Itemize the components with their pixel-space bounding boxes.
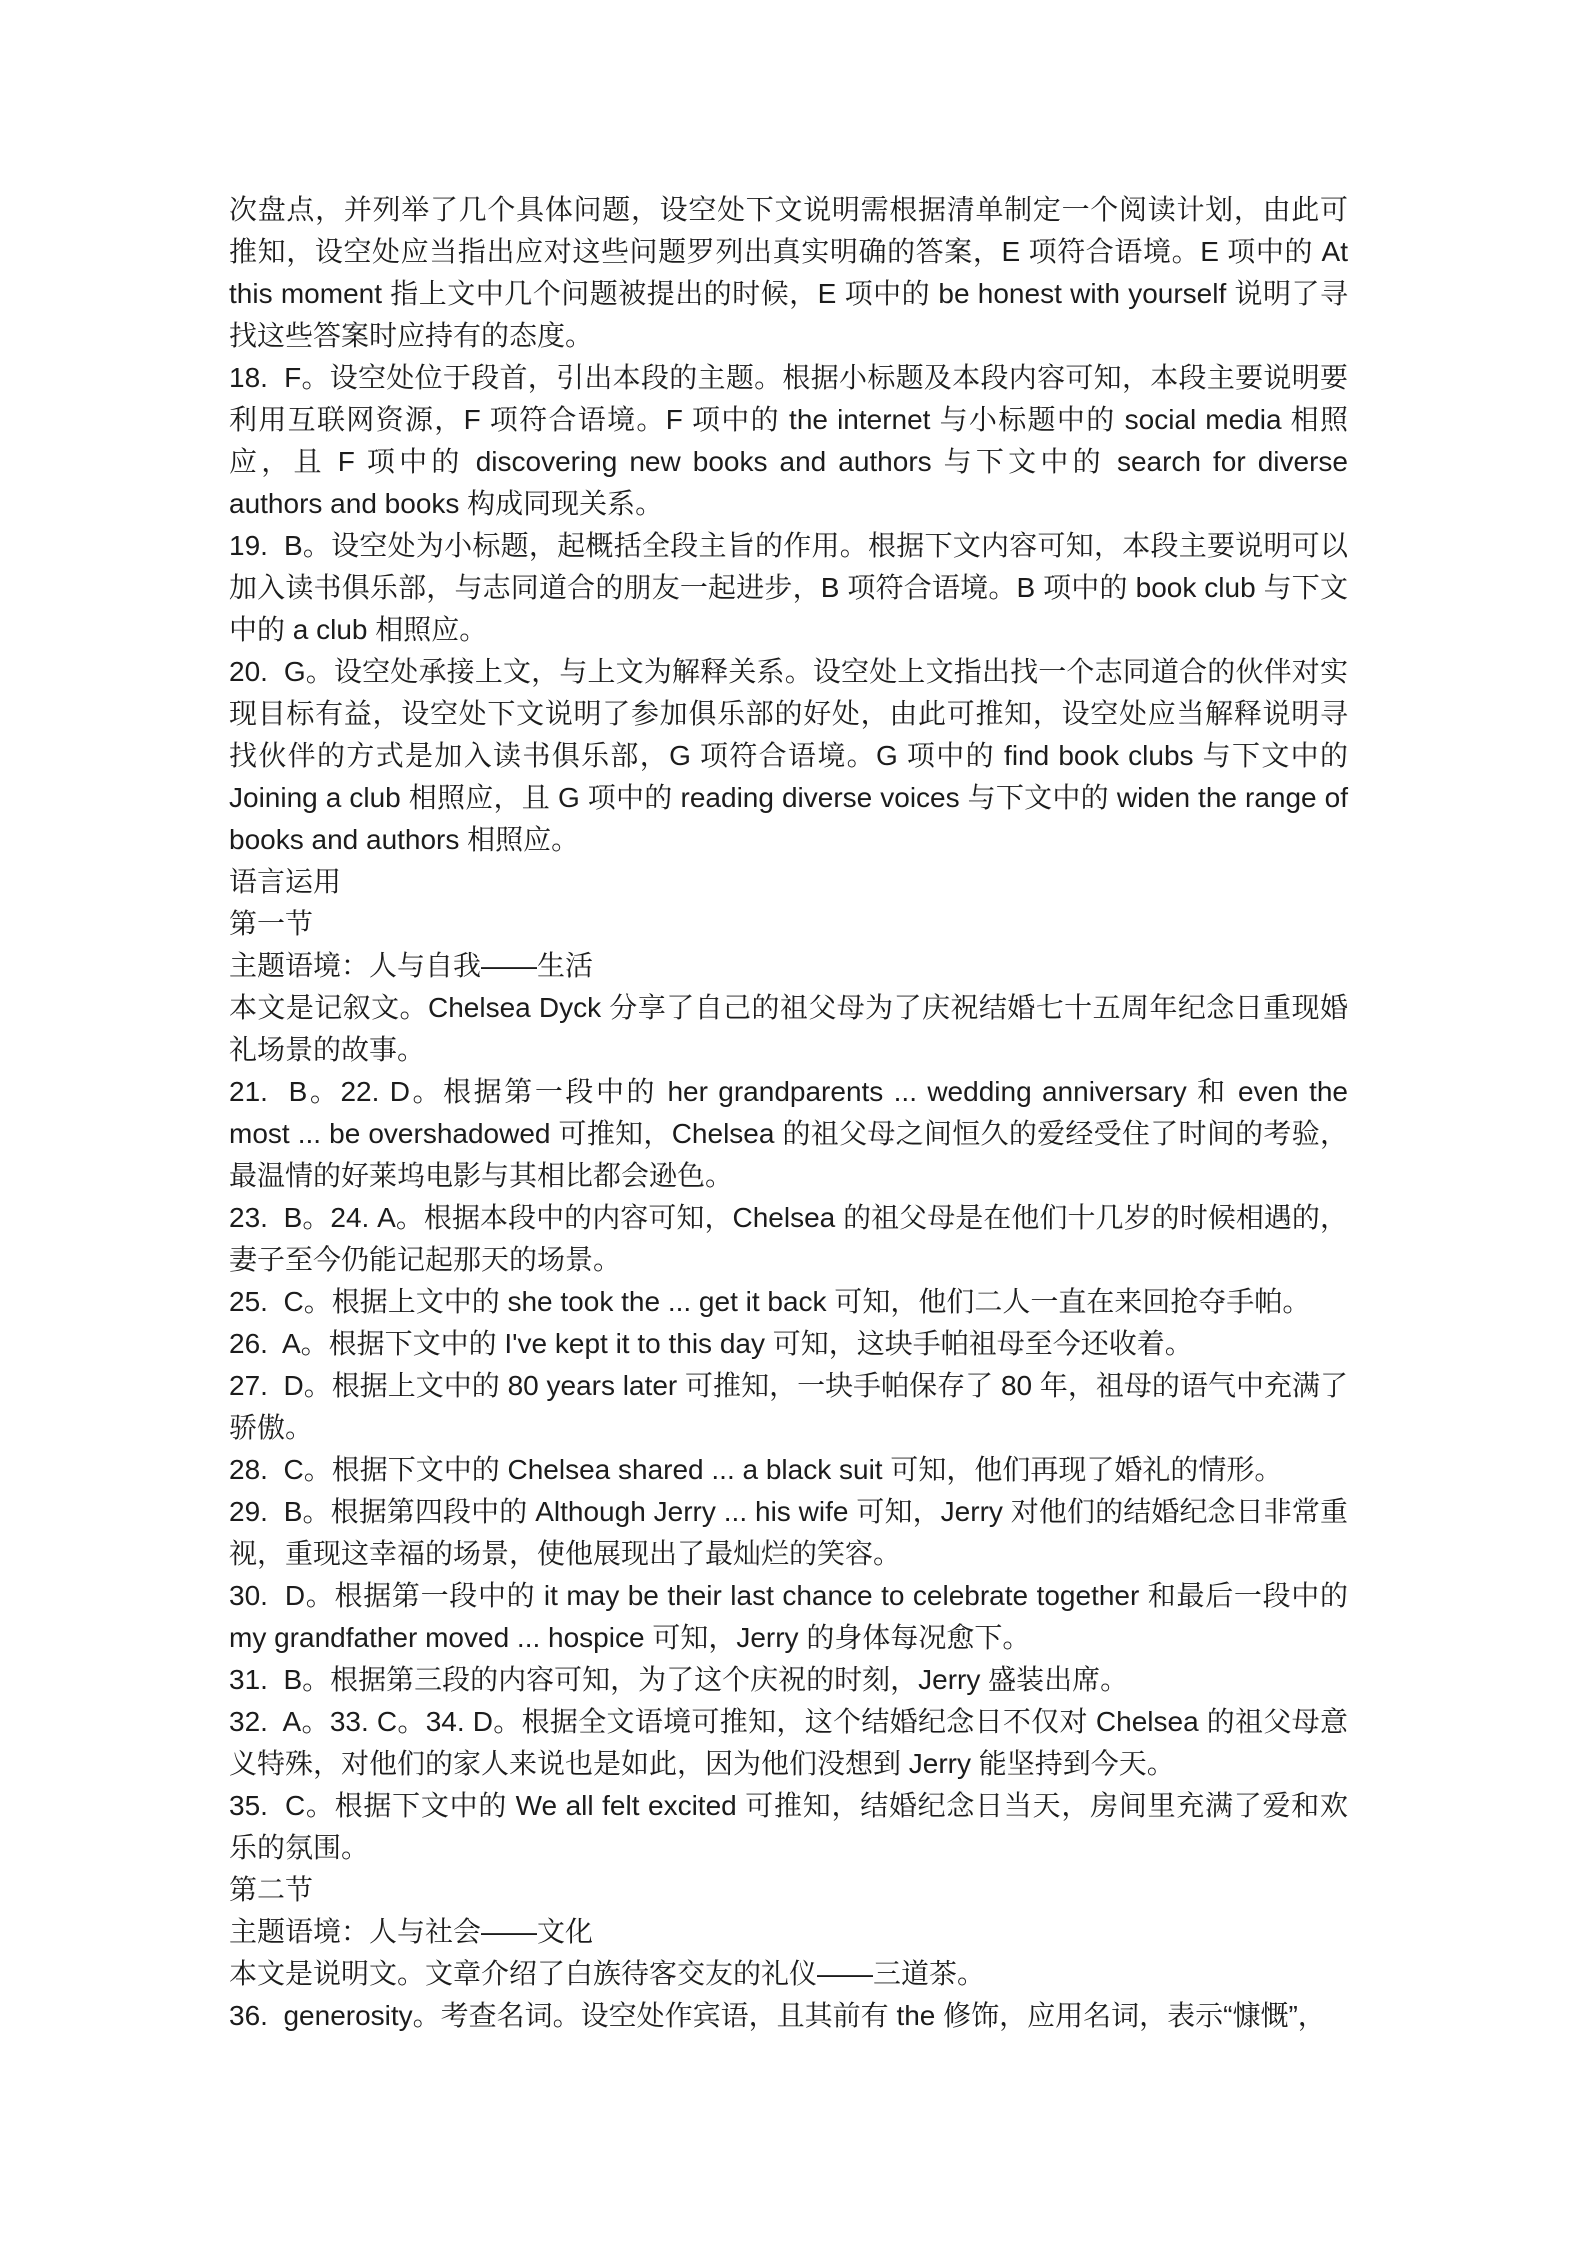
answer-item-19: 19. B。设空处为小标题，起概括全段主旨的作用。根据下文内容可知，本段主要说明可以加入读书俱乐部，与志同道合的朋友一起进步，B 项符合语境。B 项中的 book club 与下文中的 a club 相照应。 xyxy=(229,530,1348,645)
subsection-title-part2: 第二节 xyxy=(229,1874,314,1905)
subsection-title-part1: 第一节 xyxy=(229,908,314,939)
answer-item-36: 36. generosity。考查名词。设空处作宾语，且其前有 the 修饰，应用名词，表示“慷慨”， xyxy=(229,2000,1326,2031)
answer-item-20: 20. G。设空处承接上文，与上文为解释关系。设空处上文指出找一个志同道合的伙伴对实现目标有益，设空处下文说明了参加俱乐部的好处，由此可推知，设空处应当解释说明寻找伙伴的方式是加入读书俱乐部，G 项符合语境。G 项中的 find book clubs 与下文中的 Joining a club 相照应，且 G 项中的 reading diverse voices 与下文中的 widen the range of books and authors 相照应。 xyxy=(229,656,1348,855)
answer-item-27: 27. D。根据上文中的 80 years later 可推知，一块手帕保存了 80 年，祖母的语气中充满了骄傲。 xyxy=(229,1370,1348,1443)
answer-item-23-24: 23. B。24. A。根据本段中的内容可知，Chelsea 的祖父母是在他们十几岁的时候相遇的，妻子至今仍能记起那天的场景。 xyxy=(229,1202,1348,1275)
answer-item-32-34: 32. A。33. C。34. D。根据全文语境可推知，这个结婚纪念日不仅对 Chelsea 的祖父母意义特殊，对他们的家人来说也是如此，因为他们没想到 Jerry 能坚持到今天。 xyxy=(229,1706,1348,1779)
passage-summary-part1: 本文是记叙文。Chelsea Dyck 分享了自己的祖父母为了庆祝结婚七十五周年纪念日重现婚礼场景的故事。 xyxy=(229,992,1348,1065)
continuation-paragraph-item-17: 次盘点，并列举了几个具体问题，设空处下文说明需根据清单制定一个阅读计划，由此可推知，设空处应当指出应对这些问题罗列出真实明确的答案，E 项符合语境。E 项中的 At this moment 指上文中几个问题被提出的时候，E 项中的 be honest with yourself 说明了寻找这些答案时应持有的态度。 xyxy=(229,194,1348,351)
section-title-language-use: 语言运用 xyxy=(229,866,342,897)
answer-item-35: 35. C。根据下文中的 We all felt excited 可推知，结婚纪念日当天，房间里充满了爱和欢乐的氛围。 xyxy=(229,1790,1348,1863)
theme-context-part2: 主题语境：人与社会——文化 xyxy=(229,1916,594,1947)
answer-item-18: 18. F。设空处位于段首，引出本段的主题。根据小标题及本段内容可知，本段主要说明要利用互联网资源，F 项符合语境。F 项中的 the internet 与小标题中的 social media 相照应，且 F 项中的 discovering new books and authors 与下文中的 search for diverse authors and books 构成同现关系。 xyxy=(229,362,1348,519)
answer-item-28: 28. C。根据下文中的 Chelsea shared ... a black suit 可知，他们再现了婚礼的情形。 xyxy=(229,1454,1283,1485)
answer-item-31: 31. B。根据第三段的内容可知，为了这个庆祝的时刻，Jerry 盛装出席。 xyxy=(229,1664,1129,1695)
theme-context-part1: 主题语境：人与自我——生活 xyxy=(229,950,594,981)
answer-item-26: 26. A。根据下文中的 I've kept it to this day 可知，这块手帕祖母至今还收着。 xyxy=(229,1328,1193,1359)
answer-item-30: 30. D。根据第一段中的 it may be their last chance to celebrate together 和最后一段中的 my grandfather moved ... hospice 可知，Jerry 的身体每况愈下。 xyxy=(229,1580,1348,1653)
answer-item-21-22: 21. B。22. D。根据第一段中的 her grandparents ... wedding anniversary 和 even the most ... be overshadowed 可推知，Chelsea 的祖父母之间恒久的爱经受住了时间的考验，最温情的好莱坞电影与其相比都会逊色。 xyxy=(229,1076,1348,1191)
answer-item-25: 25. C。根据上文中的 she took the ... get it back 可知，他们二人一直在来回抢夺手帕。 xyxy=(229,1286,1311,1317)
passage-summary-part2: 本文是说明文。文章介绍了白族待客交友的礼仪——三道茶。 xyxy=(229,1958,986,1989)
answer-item-29: 29. B。根据第四段中的 Although Jerry ... his wife 可知，Jerry 对他们的结婚纪念日非常重视，重现这幸福的场景，使他展现出了最灿烂的笑容。 xyxy=(229,1496,1348,1569)
